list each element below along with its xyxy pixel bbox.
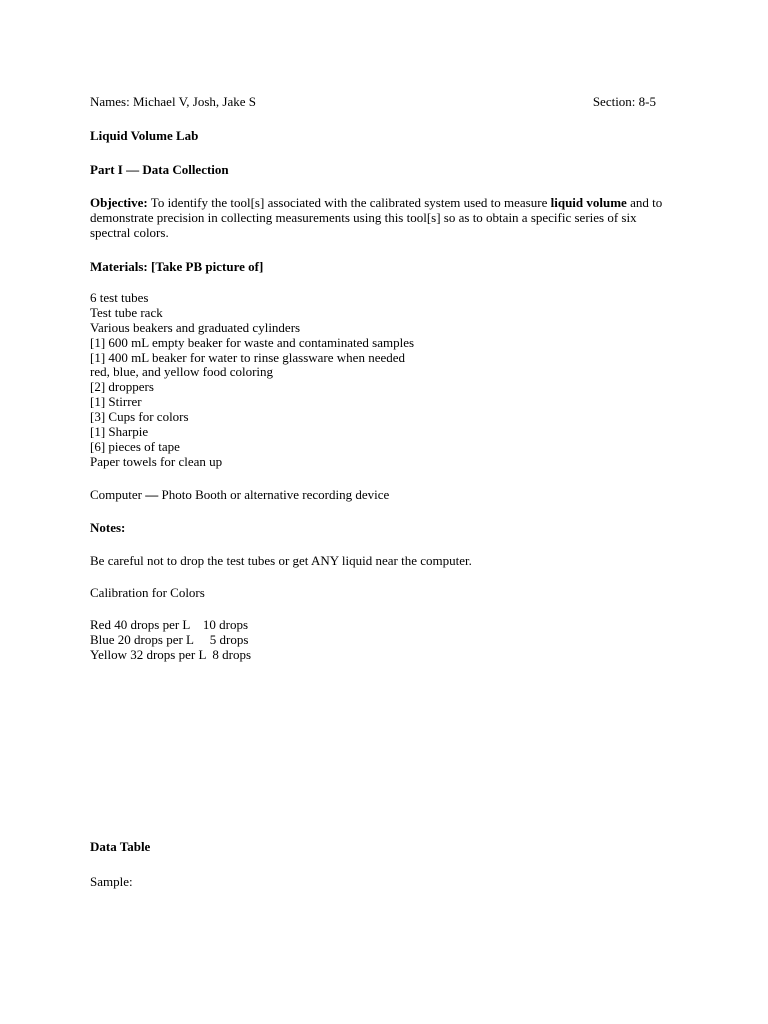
list-item: [1] 600 mL empty beaker for waste and contaminated samples <box>90 334 415 350</box>
list-item: Paper towels for clean up <box>90 453 223 469</box>
objective-text-after: and to demonstrate precision in collecting measurements using this tool[s] so as to obtain a specific series of six spectral colors. <box>90 195 663 240</box>
list-item: Test tube rack <box>90 304 163 320</box>
list-item: red, blue, and yellow food coloring <box>90 364 274 380</box>
list-item: [1] Stirrer <box>90 394 142 410</box>
materials-list <box>90 291 670 470</box>
calibration-row-yellow: Yellow 32 drops per L 8 drops <box>90 647 252 662</box>
objective-label: Objective: <box>90 195 148 210</box>
computer-line <box>90 487 670 502</box>
notes-heading: Notes: <box>90 520 126 535</box>
list-item: [2] droppers <box>90 379 154 395</box>
calibration-row-red: Red 40 drops per L 10 drops <box>90 617 249 632</box>
list-item: Various beakers and graduated cylinders <box>90 319 301 335</box>
names-line: Names: Michael V, Josh, Jake S <box>90 94 256 109</box>
list-item: [6] pieces of tape <box>90 438 180 454</box>
objective-emphasis: liquid volume <box>550 195 627 210</box>
list-item: [1] 400 mL beaker for water to rinse glassware when needed <box>90 349 406 365</box>
materials-heading: Materials: [Take PB picture of] <box>90 259 264 274</box>
document-title: Liquid Volume Lab <box>90 128 199 143</box>
list-item: 6 test tubes <box>90 290 149 305</box>
header-row <box>90 94 656 109</box>
calibration-list <box>90 617 670 662</box>
part-heading: Part I — Data Collection <box>90 162 229 177</box>
computer-text: Photo Booth or alternative recording device <box>158 487 390 502</box>
calibration-row-blue: Blue 20 drops per L 5 drops <box>90 632 249 647</box>
calibration-heading: Calibration for Colors <box>90 585 205 600</box>
computer-label: Computer <box>90 487 146 502</box>
objective-text-before: To identify the tool[s] associated with the calibrated system used to measure <box>147 195 551 210</box>
list-item: [3] Cups for colors <box>90 409 189 425</box>
em-dash: — <box>145 487 159 502</box>
list-item: [1] Sharpie <box>90 424 149 440</box>
section-label: Section: 8-5 <box>592 94 656 109</box>
objective-paragraph <box>90 195 665 240</box>
data-table-heading: Data Table <box>90 839 151 854</box>
sample-label: Sample: <box>90 874 133 889</box>
notes-text: Be careful not to drop the test tubes or get ANY liquid near the computer. <box>90 553 472 568</box>
